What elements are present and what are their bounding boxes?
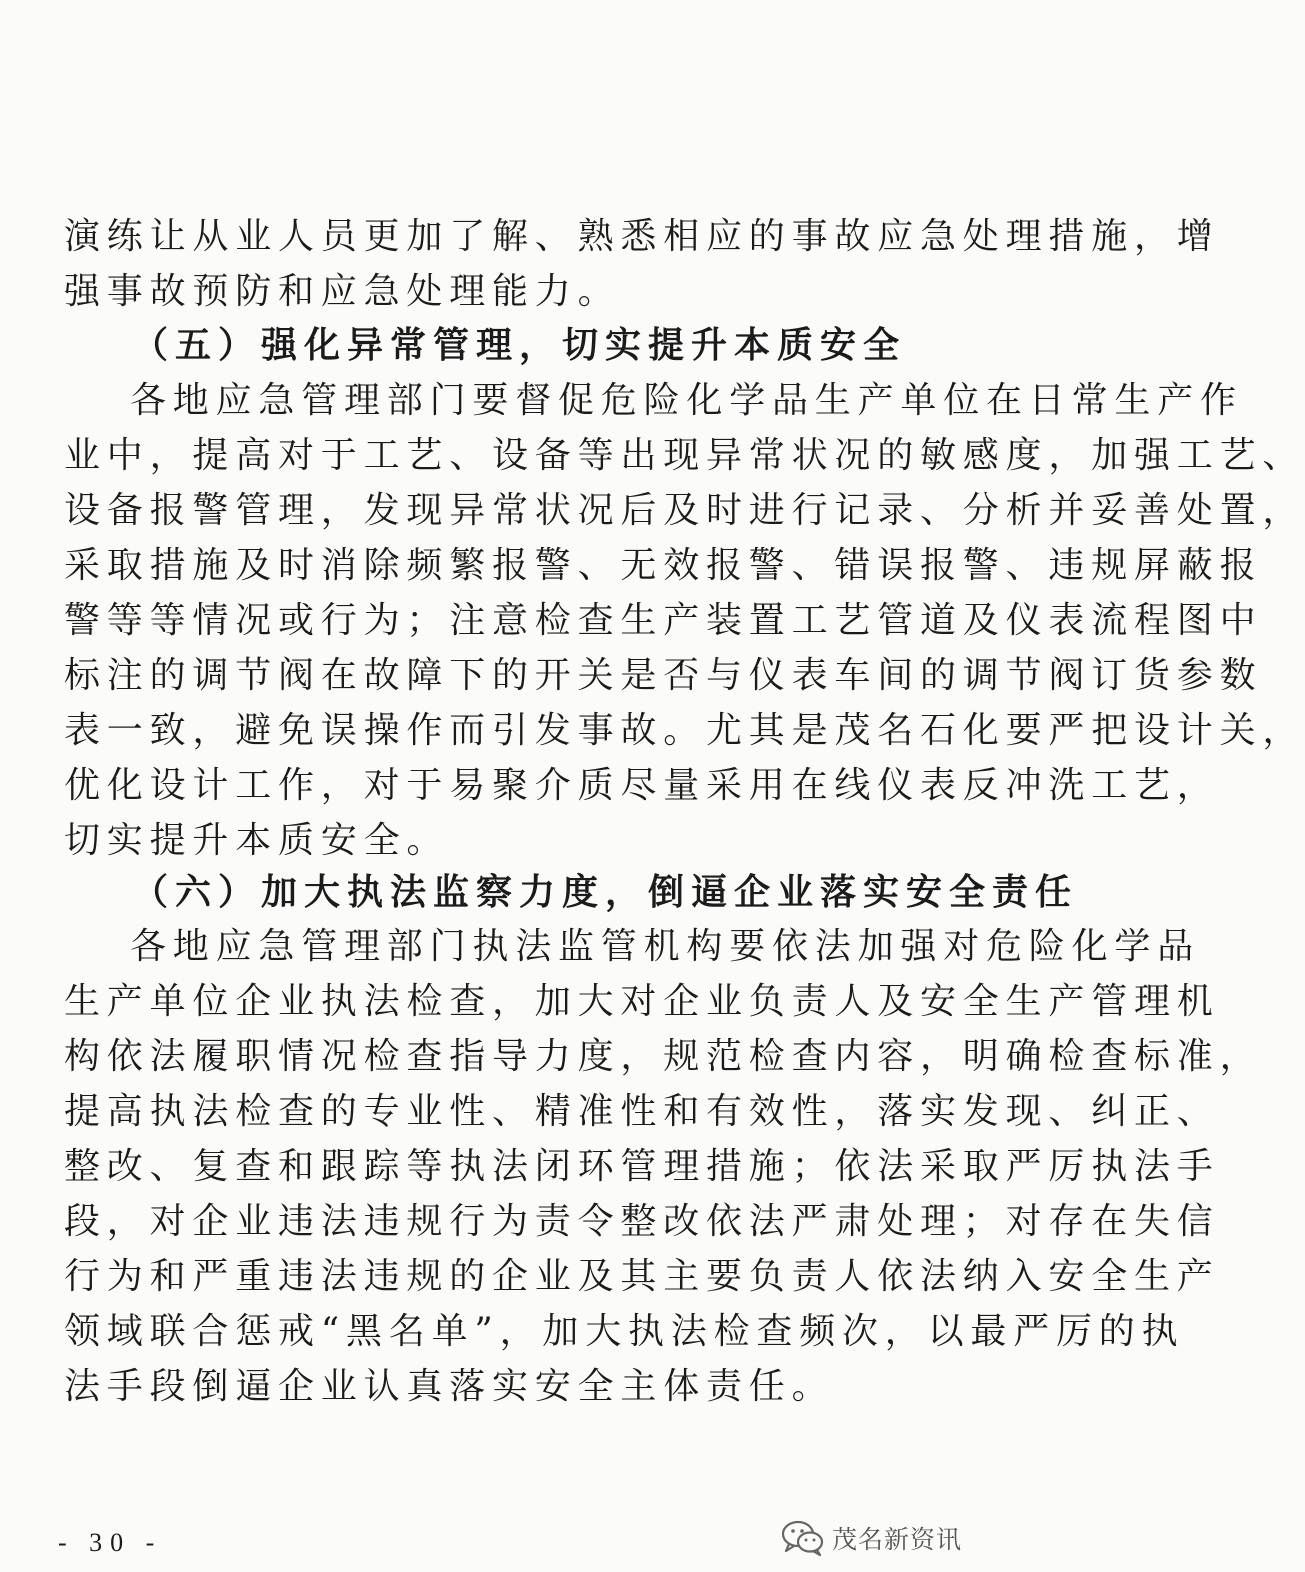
body-text-line: 优化设计工作，对于易聚介质尽量采用在线仪表反冲洗工艺， xyxy=(64,765,1220,806)
body-text-line: 演练让从业人员更加了解、熟悉相应的事故应急处理措施，增 xyxy=(64,216,1220,257)
body-text-line: 构依法履职情况检查指导力度，规范检查内容，明确检查标准， xyxy=(64,1036,1263,1077)
wechat-icon xyxy=(780,1518,826,1558)
body-text-line: 采取措施及时消除频繁报警、无效报警、错误报警、违规屏蔽报 xyxy=(64,545,1263,586)
section-heading-6: （六）加大执法监察力度，倒逼企业落实安全责任 xyxy=(132,871,1079,913)
body-text-line: 法手段倒逼企业认真落实安全主体责任。 xyxy=(64,1366,835,1407)
body-text-line: 强事故预防和应急处理能力。 xyxy=(64,271,621,312)
body-text-line: 领域联合惩戒“黑名单”，加大执法检查频次，以最严厉的执 xyxy=(64,1311,1185,1352)
watermark xyxy=(780,1515,962,1561)
watermark-text: 茂名新资讯 xyxy=(832,1525,963,1554)
body-text-line: 段，对企业违法违规行为责令整改依法严肃处理；对存在失信 xyxy=(64,1201,1220,1242)
body-text-line: 生产单位企业执法检查，加大对企业负责人及安全生产管理机 xyxy=(64,981,1220,1022)
body-text-line: 标注的调节阀在故障下的开关是否与仪表车间的调节阀订货参数 xyxy=(64,655,1263,696)
body-text-line: 表一致，避免误操作而引发事故。尤其是茂名石化要严把设计关， xyxy=(64,710,1305,751)
body-text-line: 整改、复查和跟踪等执法闭环管理措施；依法采取严厉执法手 xyxy=(64,1146,1220,1187)
body-text-line: 切实提升本质安全。 xyxy=(64,820,450,861)
body-text-line: 提高执法检查的专业性、精准性和有效性，落实发现、纠正、 xyxy=(64,1091,1220,1132)
body-text-line: 行为和严重违法违规的企业及其主要负责人依法纳入安全生产 xyxy=(64,1256,1220,1297)
section-heading-5: （五）强化异常管理，切实提升本质安全 xyxy=(132,324,907,366)
body-text-line: 各地应急管理部门执法监管机构要依法加强对危险化学品 xyxy=(130,926,1201,967)
body-text-line: 各地应急管理部门要督促危险化学品生产单位在日常生产作 xyxy=(130,380,1243,421)
body-text-line: 警等等情况或行为；注意检查生产装置工艺管道及仪表流程图中 xyxy=(64,600,1263,641)
page-number: - 30 - xyxy=(58,1528,163,1557)
body-text-line: 业中，提高对于工艺、设备等出现异常状况的敏感度，加强工艺、 xyxy=(64,435,1305,476)
body-text-line: 设备报警管理，发现异常状况后及时进行记录、分析并妥善处置， xyxy=(64,490,1305,531)
